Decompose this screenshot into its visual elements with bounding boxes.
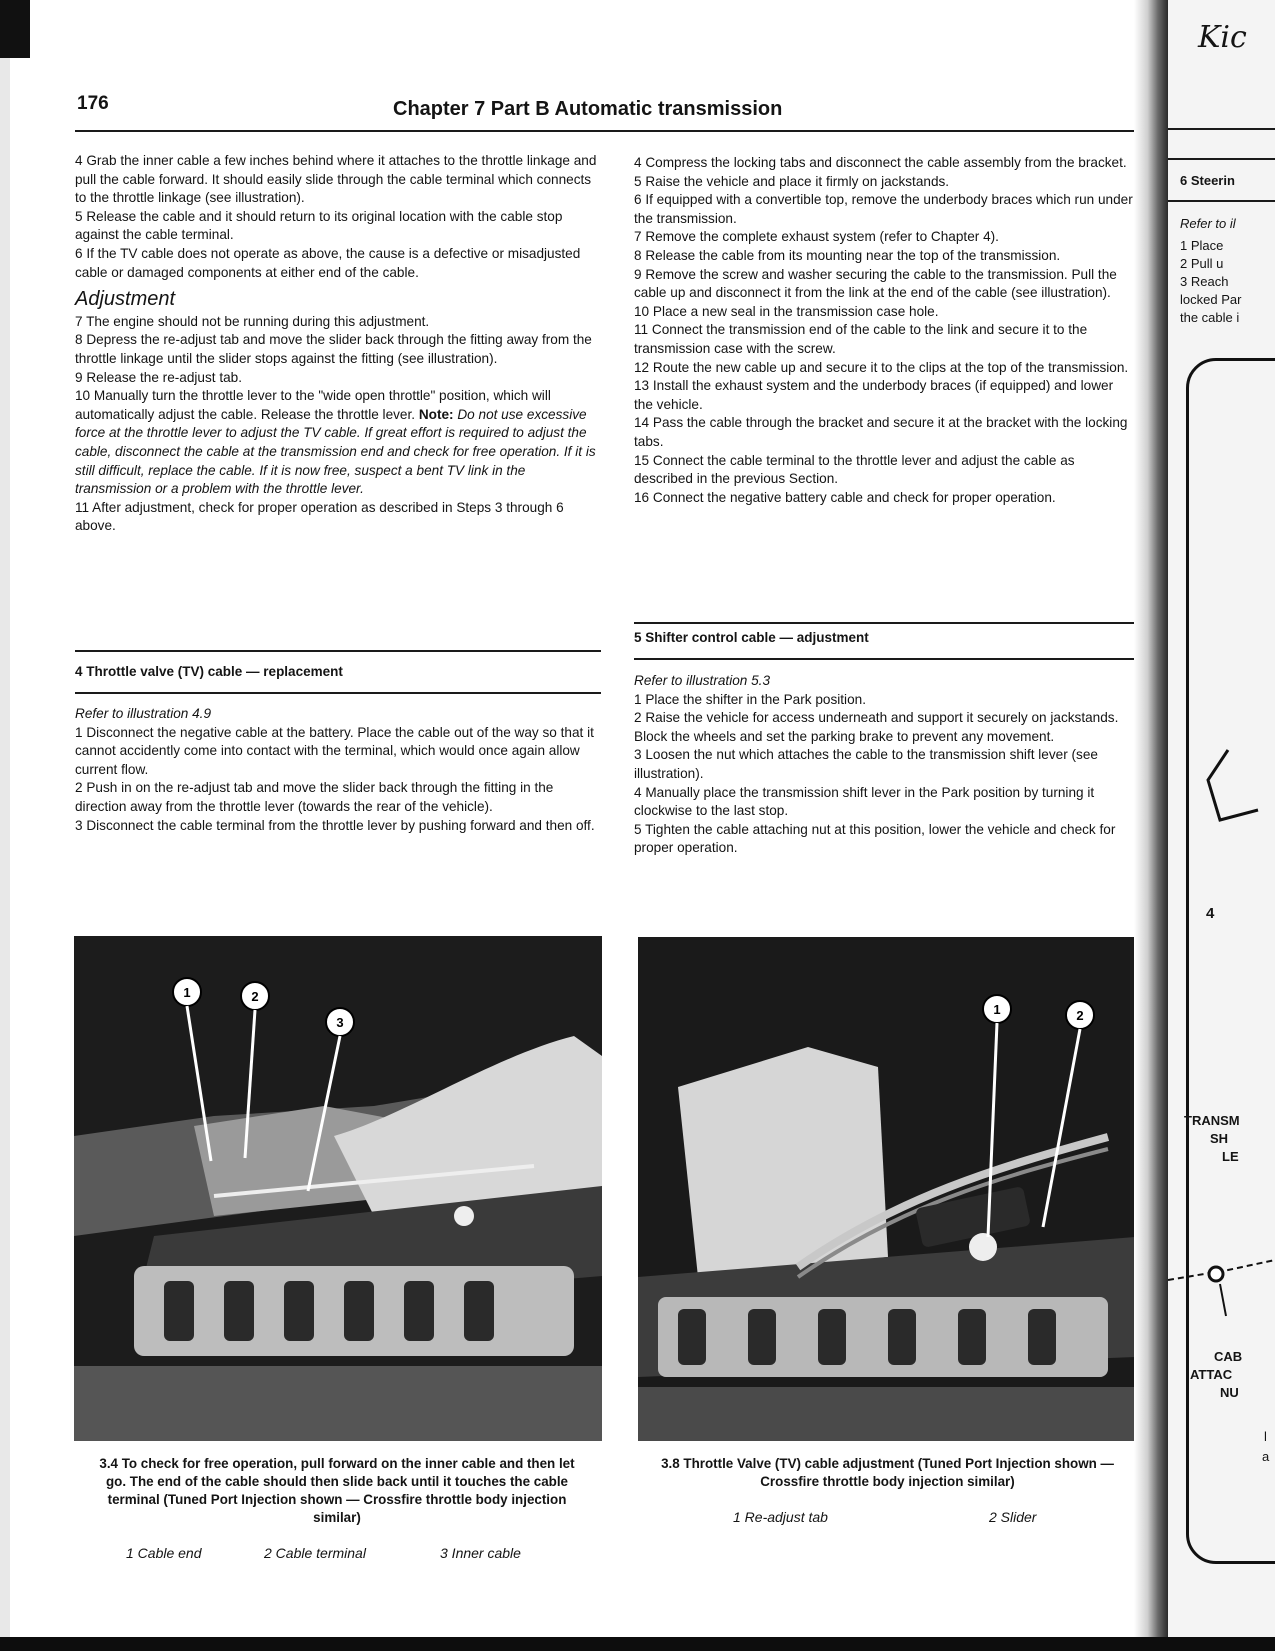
paragraph: 15 Connect the cable terminal to the throttle lever and adjust the cable as described in the previous Section. — [634, 452, 1075, 487]
paragraph: 10 Place a new seal in the transmission case hole. — [634, 303, 939, 319]
section-5-heading: 5 Shifter control cable — adjustment — [634, 630, 869, 645]
diagram-label: ATTAC — [1190, 1367, 1233, 1382]
middle-column — [634, 154, 1134, 507]
paragraph-with-note — [75, 387, 601, 499]
diagram-label: SH — [1210, 1131, 1229, 1146]
section-6-heading: 6 Steerin — [1180, 173, 1235, 188]
section-4-body — [75, 705, 601, 835]
paragraph: 7 Remove the complete exhaust system (refer to Chapter 4). — [634, 229, 999, 245]
next-page-fragment — [1168, 0, 1275, 1651]
diagram-label: 4 — [1206, 905, 1215, 922]
text-line: 2 Pull u — [1180, 256, 1224, 271]
section-rule — [634, 622, 1134, 624]
refer-line: Refer to il — [1180, 216, 1236, 231]
paragraph: 6 If the TV cable does not operate as above, the cause is a defective or misadjusted cable or damaged components at either end of the cable. — [75, 245, 581, 280]
refer-line: Refer to illustration 5.3 — [634, 673, 771, 688]
text-line: locked Par — [1180, 292, 1242, 307]
paragraph: 14 Pass the cable through the bracket and secure it at the bracket with the locking tabs. — [634, 415, 1128, 449]
section-rule — [634, 658, 1134, 660]
svg-text:1: 1 — [183, 985, 191, 1000]
note-label: Note: — [418, 406, 454, 422]
figure-3-4-caption: 3.4 To check for free operation, pull forward on the inner cable and then let go. The end of the cable should then slide back until it touches the cable terminal (Tuned Port Injection shown — Crossfire throttle body injection similar) — [99, 1456, 575, 1525]
svg-text:1: 1 — [993, 1002, 1001, 1017]
step-text: 10 Manually turn the throttle lever to the "wide open throttle" position, which will automatically adjust the cable. Release the throttle lever. — [75, 388, 551, 422]
legend-item: 1 Re-adjust tab — [733, 1509, 828, 1525]
diagram-label: NU — [1220, 1385, 1239, 1400]
svg-text:2: 2 — [1076, 1008, 1084, 1023]
paragraph: 9 Remove the screw and washer securing the cable to the transmission. Pull the cable up and disconnect it from the link at the end of the cable (see illustration). — [634, 266, 1117, 301]
section-rule — [75, 650, 601, 652]
paragraph: 6 If equipped with a convertible top, remove the underbody braces which run under the transmission. — [634, 192, 1133, 226]
paragraph: 5 Tighten the cable attaching nut at this position, lower the vehicle and check for proper operation. — [634, 821, 1116, 856]
legend-item: 1 Cable end — [126, 1545, 202, 1561]
paragraph: 4 Grab the inner cable a few inches behind where it attaches to the throttle linkage and pull the cable forward. It should easily slide through the cable terminal which connects to the throttle linkage (see illustration). — [75, 153, 597, 206]
paragraph: 3 Loosen the nut which attaches the cable to the transmission shift lever (see illustration). — [634, 747, 1098, 781]
paragraph: 11 Connect the transmission end of the cable to the link and secure it to the transmission case with the screw. — [634, 322, 1088, 356]
paragraph: 1 Disconnect the negative cable at the battery. Place the cable out of the way so that it cannot accidently come into contact with the terminal, which would once again allow current flow. — [75, 724, 594, 777]
legend-item: 3 Inner cable — [440, 1545, 521, 1561]
adjustment-heading: Adjustment — [75, 288, 176, 311]
handwriting-annotation: Kic — [1198, 20, 1247, 55]
scan-bottom-edge — [0, 1637, 1275, 1651]
page-number: 176 — [77, 93, 109, 114]
text-line: 1 Place — [1180, 238, 1224, 253]
diagram-label: CAB — [1214, 1349, 1243, 1364]
paragraph: 8 Depress the re-adjust tab and move the slider back through the fitting away from the throttle linkage until the slider stops against the fitting (see illustration). — [75, 332, 592, 366]
chapter-title: Chapter 7 Part B Automatic transmission — [393, 98, 783, 120]
photo-figure-3-4 — [74, 936, 602, 1441]
photo-figure-3-8 — [638, 937, 1135, 1441]
diagram-label: a — [1262, 1449, 1270, 1464]
header-rule — [75, 130, 1140, 132]
scan-corner-artifact — [0, 0, 30, 58]
section-5-body — [634, 672, 1134, 858]
paragraph: 5 Release the cable and it should return to its original location with the cable stop against the cable terminal. — [75, 208, 563, 243]
note-text: Do not use excessive force at the throttle lever to adjust the TV cable. If great effort is required to adjust the cable, disconnect the cable at the transmission end and check for free operation. If it is still difficult, replace the cable. If it is now free, suspect a bent TV link in the transmission or a problem with the throttle lever. — [75, 406, 596, 497]
left-column — [75, 152, 601, 536]
figure-3-8-caption: 3.8 Throttle Valve (TV) cable adjustment (Tuned Port Injection shown — Crossfire throttle body injection similar) — [661, 1456, 1114, 1489]
paragraph: 12 Route the new cable up and secure it to the clips at the top of the transmission. — [634, 359, 1129, 375]
paragraph: 16 Connect the negative battery cable and check for proper operation. — [634, 489, 1056, 505]
paragraph: 4 Manually place the transmission shift lever in the Park position by turning it clockwise to the last stop. — [634, 784, 1095, 819]
svg-text:3: 3 — [336, 1015, 344, 1030]
paragraph: 1 Place the shifter in the Park position. — [634, 691, 866, 707]
text-line: the cable i — [1180, 310, 1240, 325]
paragraph: 7 The engine should not be running during this adjustment. — [75, 313, 430, 329]
diagram-label: LE — [1222, 1149, 1239, 1164]
text-line: 3 Reach — [1180, 274, 1229, 289]
section-rule — [1168, 158, 1275, 160]
section-rule — [75, 692, 601, 694]
paragraph: 8 Release the cable from its mounting near the top of the transmission. — [634, 247, 1061, 263]
diagram-label: TRANSM — [1184, 1113, 1240, 1128]
paragraph: 11 After adjustment, check for proper operation as described in Steps 3 through 6 above. — [75, 499, 564, 534]
paragraph: 5 Raise the vehicle and place it firmly on jackstands. — [634, 173, 950, 189]
paragraph: 2 Push in on the re-adjust tab and move the slider back through the fitting in the direction away from the throttle lever (towards the rear of the vehicle). — [75, 780, 554, 814]
diagram-shift-lever — [1198, 740, 1268, 830]
refer-line: Refer to illustration 4.9 — [75, 706, 212, 721]
paragraph: 9 Release the re-adjust tab. — [75, 369, 243, 385]
svg-text:2: 2 — [251, 989, 259, 1004]
diagram-label: l — [1264, 1429, 1267, 1444]
paragraph: 2 Raise the vehicle for access underneath and support it securely on jackstands. Block the wheels and set the parking brake to prevent any movement. — [634, 710, 1119, 744]
section-rule — [1168, 200, 1275, 202]
header-rule — [1168, 128, 1275, 130]
page-binding-shadow — [1134, 0, 1168, 1651]
paragraph: 3 Disconnect the cable terminal from the throttle lever by pushing forward and then off. — [75, 817, 595, 833]
paragraph: 13 Install the exhaust system and the underbody braces (if equipped) and lower the vehicle. — [634, 378, 1114, 412]
legend-item: 2 Slider — [989, 1509, 1037, 1525]
page-edge-shadow — [0, 0, 10, 1651]
paragraph: 4 Compress the locking tabs and disconnect the cable assembly from the bracket. — [634, 155, 1127, 170]
diagram-cable-nut — [1168, 1250, 1275, 1320]
section-4-heading: 4 Throttle valve (TV) cable — replacement — [75, 664, 343, 679]
legend-item: 2 Cable terminal — [264, 1545, 366, 1561]
